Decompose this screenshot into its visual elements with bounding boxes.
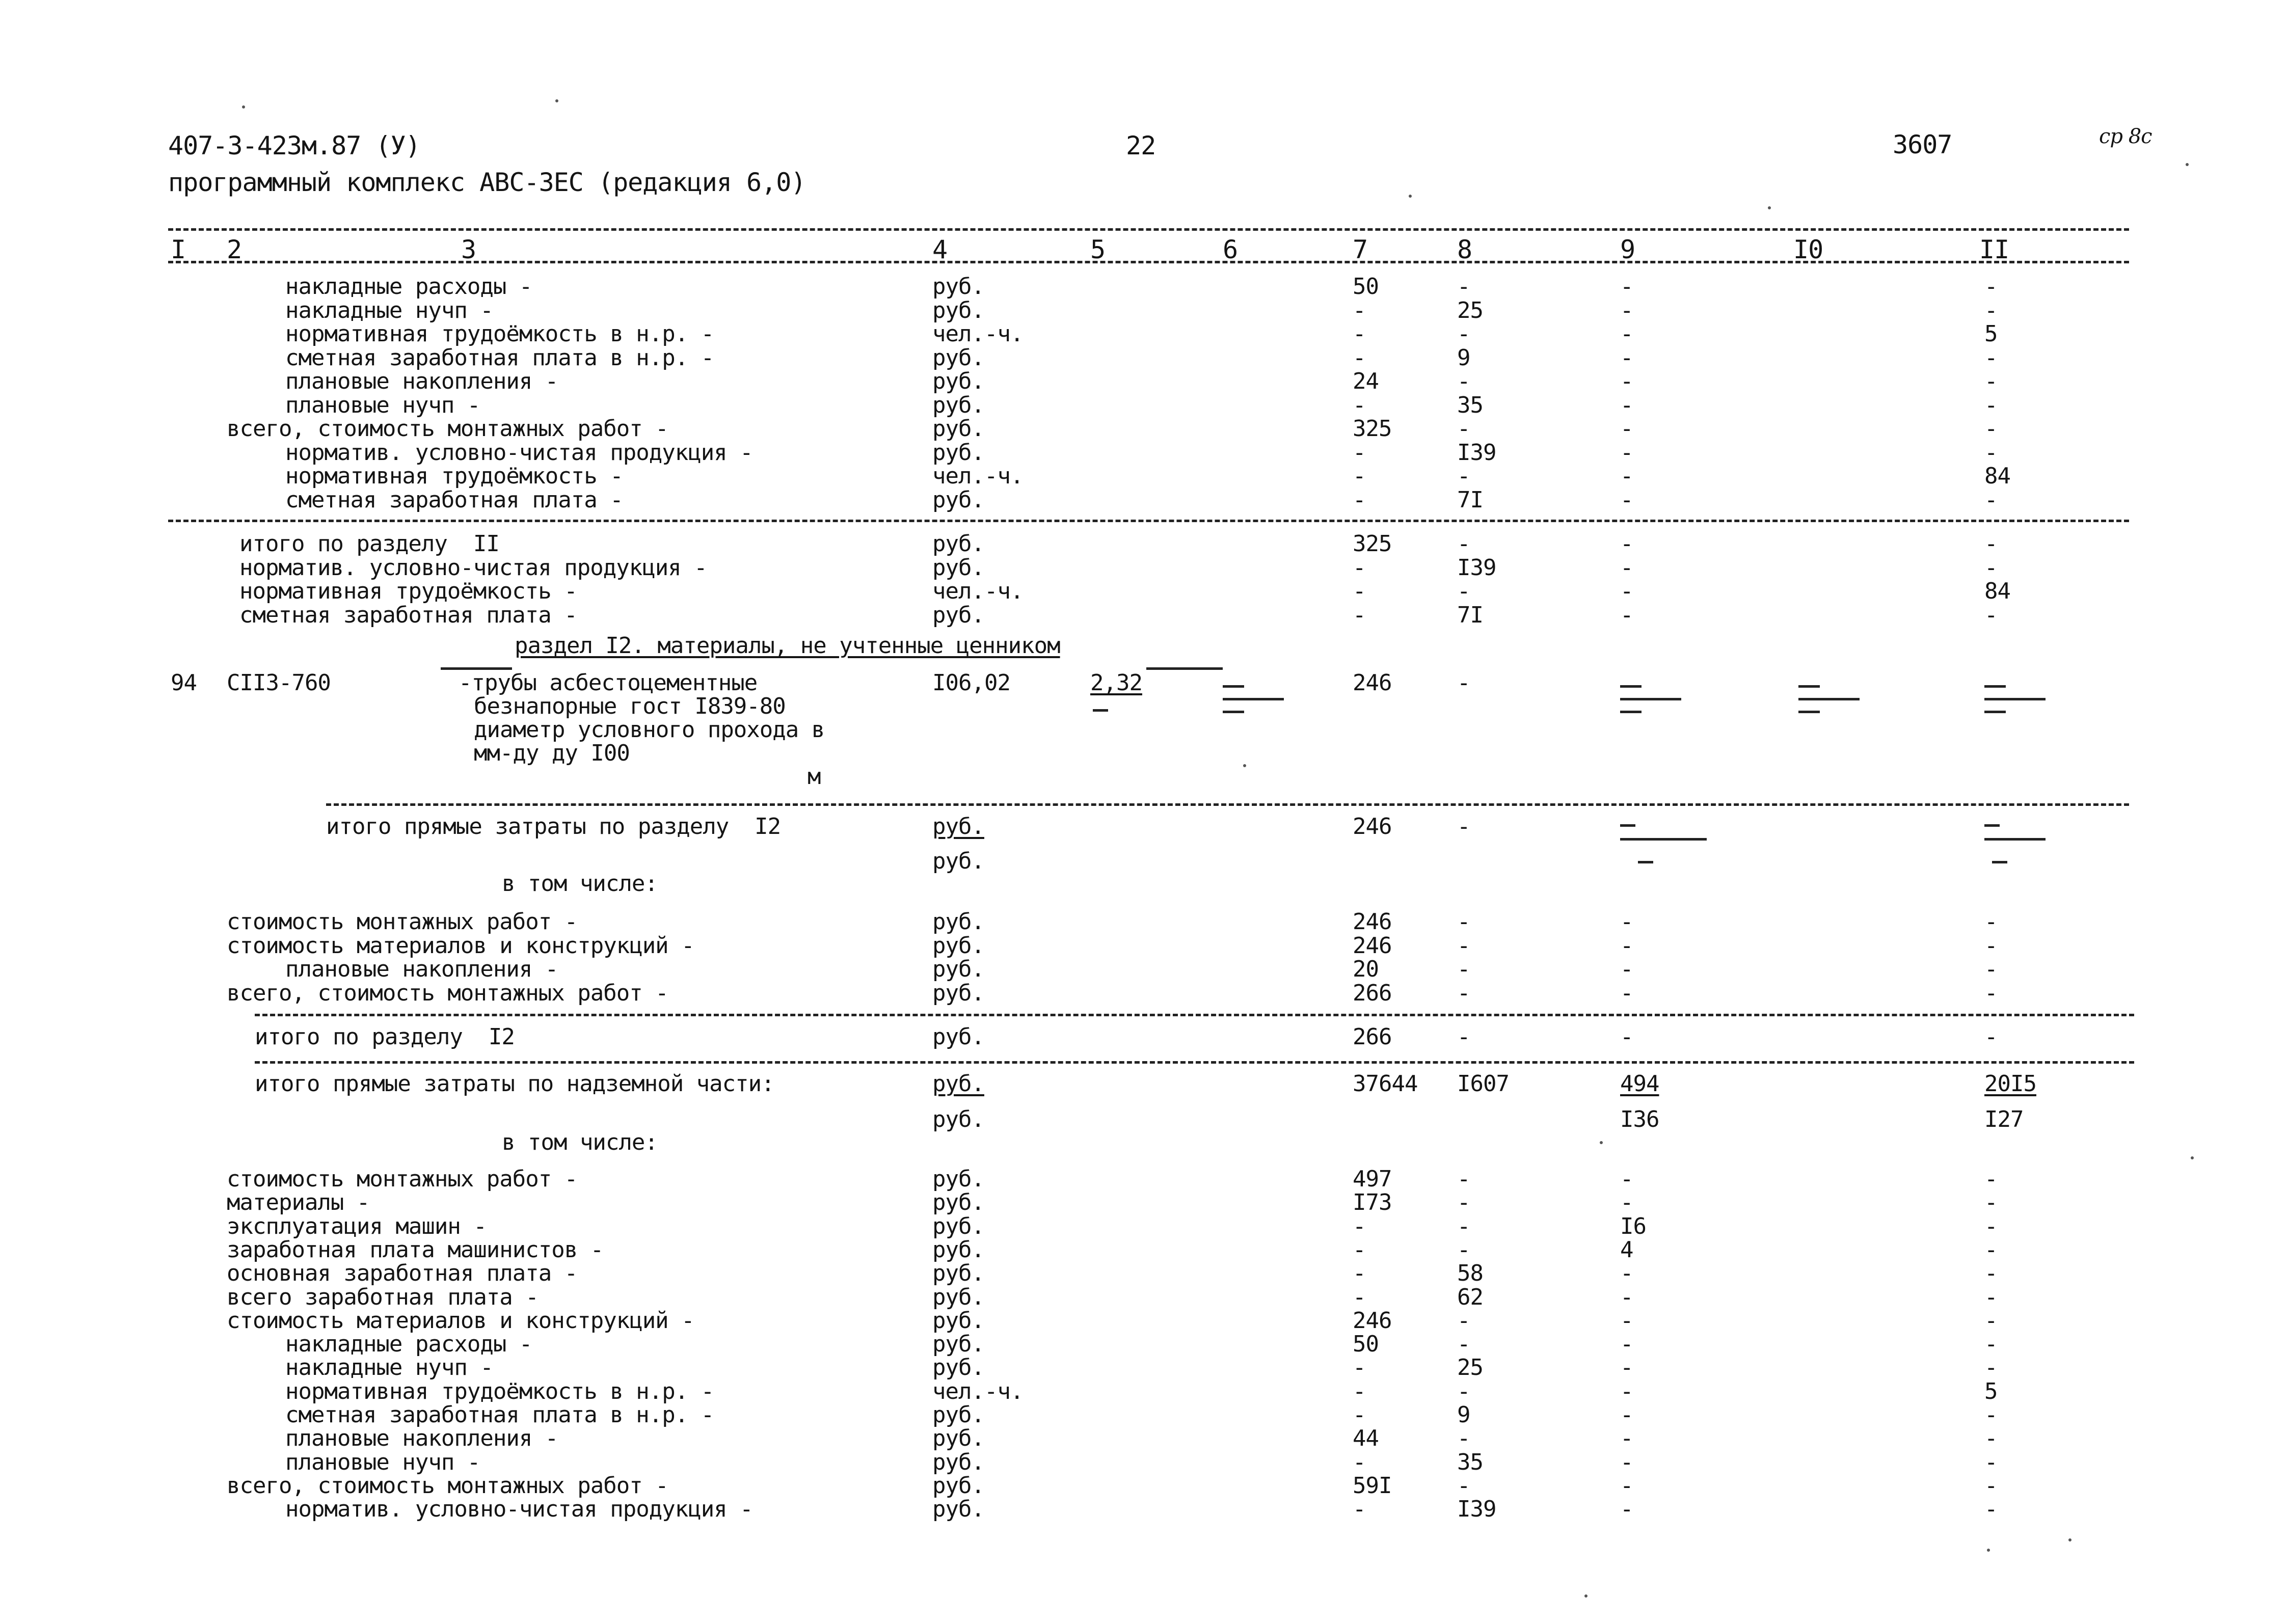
empty-mark	[1093, 709, 1108, 712]
row-label: нормативная трудоёмкость в н.р. -	[285, 1378, 714, 1404]
row-unit: руб.	[932, 1166, 984, 1192]
empty-mark	[1798, 698, 1860, 700]
cell-col8: -	[1457, 578, 1470, 604]
row-unit: руб.	[932, 602, 984, 628]
row-label: нормативная трудоёмкость -	[239, 578, 577, 604]
cell-col7: -	[1353, 344, 1366, 371]
row-label: норматив. условно-чистая продукция -	[285, 1496, 753, 1523]
row-unit: руб.	[932, 1402, 984, 1428]
column-header-1: I	[171, 235, 186, 264]
cell-col11: -	[1984, 1331, 1998, 1358]
cell-col8: 35	[1457, 1449, 1483, 1475]
cell-col7: -	[1353, 1378, 1366, 1404]
scan-speck	[242, 105, 245, 109]
page-number: 22	[1126, 131, 1156, 160]
cell-col8: 25	[1457, 1355, 1483, 1381]
row-unit: руб.	[932, 1236, 984, 1263]
cell-col7: I73	[1353, 1189, 1392, 1216]
empty-mark	[1798, 685, 1820, 688]
empty-mark	[1223, 711, 1244, 713]
cell-col11: -	[1984, 1284, 1998, 1310]
cell-col9: -	[1620, 909, 1633, 935]
cell-col11: -	[1984, 392, 1998, 418]
row-unit: руб.	[932, 932, 984, 959]
cell-col8: 35	[1457, 392, 1483, 418]
item-code: СII3-760	[227, 670, 331, 696]
cell-col11: -	[1984, 932, 1998, 959]
row-unit: руб.	[932, 297, 984, 323]
item-col8: -	[1457, 670, 1470, 696]
row-unit: руб.	[932, 909, 984, 935]
above-ground-col8: I607	[1457, 1071, 1509, 1097]
cell-col7: -	[1353, 321, 1366, 347]
empty-mark	[1620, 685, 1642, 688]
cell-col9: -	[1620, 344, 1633, 371]
in-that-number-label: в том числе:	[502, 871, 658, 897]
empty-mark	[1223, 685, 1244, 688]
cell-col7: 246	[1353, 1307, 1392, 1334]
row-label: всего, стоимость монтажных работ -	[227, 1472, 668, 1499]
fraction-dash	[1984, 824, 2000, 827]
cell-col11: -	[1984, 602, 1998, 628]
cell-col9: -	[1620, 1355, 1633, 1381]
item-description-line: диаметр условного прохода в	[474, 717, 825, 743]
item-description-line: безнапорные гост I839-80	[474, 693, 786, 719]
cell-col8: -	[1457, 1472, 1470, 1499]
cell-col11: -	[1984, 274, 1998, 300]
cell-col7: -	[1353, 578, 1366, 604]
cell-col9: -	[1620, 602, 1633, 628]
scan-speck	[555, 99, 558, 102]
cell-col9: -	[1620, 554, 1633, 581]
total-12-col11: -	[1984, 1024, 1998, 1050]
row-unit: руб.	[932, 274, 984, 300]
cell-col8: -	[1457, 1236, 1470, 1263]
cell-col11: -	[1984, 909, 1998, 935]
cell-col8: 9	[1457, 1402, 1470, 1428]
cell-col7: 325	[1353, 416, 1392, 442]
cell-col11: 84	[1984, 463, 2010, 489]
cell-col9: -	[1620, 980, 1633, 1006]
rule-top	[168, 228, 2129, 231]
cell-col9: -	[1620, 463, 1633, 489]
cell-col11: -	[1984, 1425, 1998, 1452]
direct-costs-12-unit2: руб.	[932, 848, 984, 874]
cell-col11: -	[1984, 1166, 1998, 1192]
scan-speck	[1600, 1141, 1603, 1144]
cell-col7: -	[1353, 1236, 1366, 1263]
row-unit: руб.	[932, 368, 984, 394]
direct-costs-12-unit: руб.	[932, 814, 984, 840]
rule-section-11-total	[168, 520, 2129, 522]
scan-speck	[2191, 1156, 2194, 1159]
handwritten-mark: ср 8с	[2099, 125, 2152, 148]
cell-col11: -	[1984, 1449, 1998, 1475]
cell-col7: 24	[1353, 368, 1379, 394]
cell-col7: -	[1353, 439, 1366, 466]
column-header-10: I0	[1793, 235, 1823, 264]
above-ground-label: итого прямые затраты по надземной части:	[255, 1071, 774, 1097]
cell-col7: 325	[1353, 531, 1392, 557]
cell-col11: 5	[1984, 1378, 1998, 1404]
cell-col8: -	[1457, 1166, 1470, 1192]
cell-col8: -	[1457, 1307, 1470, 1334]
cell-col7: -	[1353, 1449, 1366, 1475]
row-unit: руб.	[932, 1307, 984, 1334]
empty-mark	[1984, 685, 2006, 688]
empty-mark	[1620, 711, 1642, 713]
scan-speck	[2068, 1538, 2071, 1541]
row-unit: руб.	[932, 486, 984, 513]
cell-col9: -	[1620, 297, 1633, 323]
cell-col11: -	[1984, 980, 1998, 1006]
item-unit-label: м	[808, 764, 821, 790]
cell-col11: -	[1984, 1213, 1998, 1239]
rule-direct-12	[326, 803, 2129, 806]
cell-col7: -	[1353, 1496, 1366, 1523]
cell-col7: 59I	[1353, 1472, 1392, 1499]
row-label: плановые накопления -	[285, 1425, 558, 1452]
cell-col11: 5	[1984, 321, 1998, 347]
cell-col7: -	[1353, 392, 1366, 418]
column-header-4: 4	[932, 235, 948, 264]
item-price: 2,32	[1090, 670, 1142, 696]
row-unit: руб.	[932, 980, 984, 1006]
cell-col11: 84	[1984, 578, 2010, 604]
cell-col11: -	[1984, 486, 1998, 513]
fraction-dash	[1620, 824, 1635, 827]
cell-col9: -	[1620, 1189, 1633, 1216]
row-unit: руб.	[932, 1284, 984, 1310]
row-unit: чел.-ч.	[932, 578, 1024, 604]
cell-col7: -	[1353, 1213, 1366, 1239]
row-unit: руб.	[932, 1331, 984, 1358]
cell-col8: I39	[1457, 439, 1496, 466]
cell-col7: 497	[1353, 1166, 1392, 1192]
cell-col7: 20	[1353, 956, 1379, 982]
fraction-bar	[1620, 838, 1707, 841]
row-unit: руб.	[932, 439, 984, 466]
cell-col8: -	[1457, 274, 1470, 300]
cell-col11: -	[1984, 368, 1998, 394]
row-label: заработная плата машинистов -	[227, 1236, 604, 1263]
row-unit: руб.	[932, 1425, 984, 1452]
cell-col7: -	[1353, 1355, 1366, 1381]
cell-col8: 7I	[1457, 602, 1483, 628]
row-label: нормативная трудоёмкость -	[285, 463, 623, 489]
cell-col7: -	[1353, 1260, 1366, 1287]
row-label: всего заработная плата -	[227, 1284, 539, 1310]
cell-col8: -	[1457, 321, 1470, 347]
cell-col9: -	[1620, 1331, 1633, 1358]
cell-col9: -	[1620, 1378, 1633, 1404]
row-label: всего, стоимость монтажных работ -	[227, 416, 668, 442]
direct-costs-12-label: итого прямые затраты по разделу I2	[326, 814, 781, 840]
cell-col9: -	[1620, 1307, 1633, 1334]
cell-col8: -	[1457, 463, 1470, 489]
cell-col8: -	[1457, 1425, 1470, 1452]
row-unit: руб.	[932, 531, 984, 557]
total-12-label: итого по разделу I2	[255, 1024, 515, 1050]
direct-costs-12-col8: -	[1457, 814, 1470, 840]
cell-col11: -	[1984, 1236, 1998, 1263]
cell-col8: 58	[1457, 1260, 1483, 1287]
empty-mark	[1984, 711, 2006, 713]
row-unit: руб.	[932, 1472, 984, 1499]
cell-col7: -	[1353, 554, 1366, 581]
cell-col7: 44	[1353, 1425, 1379, 1452]
row-label: материалы -	[227, 1189, 370, 1216]
row-unit: руб.	[932, 956, 984, 982]
scan-speck	[1409, 195, 1412, 198]
column-header-3: 3	[461, 235, 476, 264]
row-label: норматив. условно-чистая продукция -	[285, 439, 753, 466]
direct-costs-12-col7: 246	[1353, 814, 1392, 840]
empty-mark	[1798, 711, 1820, 713]
above-ground-col9: 494	[1620, 1071, 1659, 1097]
cell-col11: -	[1984, 1355, 1998, 1381]
cell-col11: -	[1984, 531, 1998, 557]
cell-col11: -	[1984, 1402, 1998, 1428]
cell-col7: 50	[1353, 274, 1379, 300]
column-header-8: 8	[1457, 235, 1472, 264]
cell-col9: -	[1620, 439, 1633, 466]
row-label: сметная заработная плата в н.р. -	[285, 1402, 714, 1428]
row-unit: чел.-ч.	[932, 1378, 1024, 1404]
sheet-number: 3607	[1893, 130, 1952, 159]
scan-speck	[1584, 1594, 1588, 1598]
title-dash-right	[1146, 667, 1223, 670]
in-that-number-label-2: в том числе:	[502, 1129, 658, 1155]
scan-speck	[1243, 764, 1246, 767]
row-unit: руб.	[932, 554, 984, 581]
cell-col8: I39	[1457, 554, 1496, 581]
cell-col8: 25	[1457, 297, 1483, 323]
row-label: норматив. условно-чистая продукция -	[239, 554, 707, 581]
fraction-bar	[1984, 838, 2046, 841]
row-unit: чел.-ч.	[932, 321, 1024, 347]
cell-col9: -	[1620, 416, 1633, 442]
row-label: сметная заработная плата -	[239, 602, 577, 628]
empty-mark	[1620, 698, 1681, 700]
row-label: основная заработная плата -	[227, 1260, 578, 1287]
empty-mark	[1984, 698, 2046, 700]
cell-col8: -	[1457, 1331, 1470, 1358]
document-code: 407-3-423м.87 (У)	[168, 131, 420, 160]
cell-col11: -	[1984, 1189, 1998, 1216]
row-unit: руб.	[932, 1260, 984, 1287]
row-label: сметная заработная плата в н.р. -	[285, 344, 714, 371]
cell-col8: -	[1457, 909, 1470, 935]
cell-col8: -	[1457, 1378, 1470, 1404]
row-unit: руб.	[932, 1189, 984, 1216]
item-description-line: мм-ду ду I00	[474, 740, 630, 766]
cell-col9: -	[1620, 392, 1633, 418]
item-description-line: -трубы асбестоцементные	[459, 670, 758, 696]
above-ground-unit2: руб.	[932, 1106, 984, 1132]
cell-col9: -	[1620, 932, 1633, 959]
row-unit: руб.	[932, 1496, 984, 1523]
cell-col9: -	[1620, 321, 1633, 347]
rule-under-header	[168, 261, 2129, 263]
total-12-col9: -	[1620, 1024, 1633, 1050]
row-unit: руб.	[932, 344, 984, 371]
cell-col7: -	[1353, 297, 1366, 323]
cell-col11: -	[1984, 439, 1998, 466]
cell-col9: -	[1620, 486, 1633, 513]
cell-col7: -	[1353, 463, 1366, 489]
fraction-dash	[1638, 861, 1653, 863]
cell-col9: -	[1620, 1449, 1633, 1475]
rule-above-ground	[255, 1061, 2134, 1064]
column-header-5: 5	[1090, 235, 1106, 264]
row-unit: руб.	[932, 1213, 984, 1239]
cell-col7: 246	[1353, 909, 1392, 935]
row-label: плановые нучп -	[285, 392, 480, 418]
cell-col11: -	[1984, 956, 1998, 982]
cell-col9: -	[1620, 578, 1633, 604]
cell-col9: -	[1620, 1402, 1633, 1428]
row-label: всего, стоимость монтажных работ -	[227, 980, 668, 1006]
cell-col9: -	[1620, 274, 1633, 300]
row-unit: руб.	[932, 392, 984, 418]
cell-col9: -	[1620, 1425, 1633, 1452]
total-12-unit: руб.	[932, 1024, 984, 1050]
total-12-col8: -	[1457, 1024, 1470, 1050]
cell-col9: -	[1620, 1472, 1633, 1499]
cell-col7: 266	[1353, 980, 1392, 1006]
row-label: итого по разделу II	[239, 531, 499, 557]
cell-col11: -	[1984, 1260, 1998, 1287]
column-header-6: 6	[1223, 235, 1238, 264]
cell-col8: -	[1457, 980, 1470, 1006]
cell-col7: -	[1353, 1284, 1366, 1310]
cell-col7: -	[1353, 486, 1366, 513]
cell-col9: I6	[1620, 1213, 1646, 1239]
row-label: плановые нучп -	[285, 1449, 480, 1475]
row-label: плановые накопления -	[285, 956, 558, 982]
row-label: стоимость монтажных работ -	[227, 909, 578, 935]
cell-col11: -	[1984, 416, 1998, 442]
above-ground-col11-b: I27	[1984, 1106, 2024, 1132]
above-ground-col11: 20I5	[1984, 1071, 2036, 1097]
cell-col9: -	[1620, 956, 1633, 982]
fraction-dash	[1992, 861, 2007, 863]
cell-col8: 62	[1457, 1284, 1483, 1310]
row-label: накладные нучп -	[285, 1355, 493, 1381]
cell-col9: 4	[1620, 1236, 1633, 1263]
row-unit: руб.	[932, 1355, 984, 1381]
column-header-11: II	[1979, 235, 2009, 264]
cell-col11: -	[1984, 1472, 1998, 1499]
scan-speck	[2186, 163, 2189, 166]
above-ground-col7: 37644	[1353, 1071, 1418, 1097]
row-unit: руб.	[932, 1449, 984, 1475]
cell-col7: -	[1353, 602, 1366, 628]
cell-col11: -	[1984, 1496, 1998, 1523]
cell-col8: 7I	[1457, 486, 1483, 513]
item-col7: 246	[1353, 670, 1392, 696]
above-ground-col9-b: I36	[1620, 1106, 1659, 1132]
row-label: сметная заработная плата -	[285, 486, 623, 513]
cell-col8: -	[1457, 956, 1470, 982]
cell-col8: -	[1457, 1189, 1470, 1216]
row-unit: руб.	[932, 416, 984, 442]
cell-col9: -	[1620, 531, 1633, 557]
column-header-9: 9	[1620, 235, 1635, 264]
row-label: эксплуатация машин -	[227, 1213, 487, 1239]
cell-col9: -	[1620, 368, 1633, 394]
cell-col9: -	[1620, 1166, 1633, 1192]
cell-col11: -	[1984, 344, 1998, 371]
row-label: стоимость материалов и конструкций -	[227, 932, 694, 959]
cell-col11: -	[1984, 554, 1998, 581]
row-label: стоимость монтажных работ -	[227, 1166, 578, 1192]
program-title: программный комплекс АВС-3ЕС (редакция 6,0)	[168, 168, 806, 197]
cell-col9: -	[1620, 1284, 1633, 1310]
cell-col8: I39	[1457, 1496, 1496, 1523]
cell-col9: -	[1620, 1260, 1633, 1287]
row-label: накладные нучп -	[285, 297, 493, 323]
cell-col8: -	[1457, 368, 1470, 394]
scan-speck	[1987, 1549, 1990, 1552]
cell-col8: -	[1457, 416, 1470, 442]
row-label: накладные расходы -	[285, 274, 532, 300]
cell-col7: 246	[1353, 932, 1392, 959]
cell-col7: -	[1353, 1402, 1366, 1428]
empty-mark	[1223, 698, 1284, 700]
cell-col8: 9	[1457, 344, 1470, 371]
cell-col9: -	[1620, 1496, 1633, 1523]
cell-col11: -	[1984, 1307, 1998, 1334]
scan-speck	[1768, 206, 1771, 209]
item-number: 94	[171, 670, 197, 696]
row-label: накладные расходы -	[285, 1331, 532, 1358]
cell-col8: -	[1457, 1213, 1470, 1239]
above-ground-unit: руб.	[932, 1071, 984, 1097]
row-label: стоимость материалов и конструкций -	[227, 1307, 694, 1334]
item-quantity: I06,02	[932, 670, 1010, 696]
row-label: нормативная трудоёмкость в н.р. -	[285, 321, 714, 347]
row-label: плановые накопления -	[285, 368, 558, 394]
cell-col7: 50	[1353, 1331, 1379, 1358]
row-unit: чел.-ч.	[932, 463, 1024, 489]
column-header-7: 7	[1353, 235, 1368, 264]
cell-col8: -	[1457, 531, 1470, 557]
rule-total-12	[255, 1014, 2134, 1016]
column-header-2: 2	[227, 235, 242, 264]
total-12-col7: 266	[1353, 1024, 1392, 1050]
section-12-title: раздел I2. материалы, не учтенные ценником	[515, 633, 1060, 659]
cell-col8: -	[1457, 932, 1470, 959]
cell-col11: -	[1984, 297, 1998, 323]
